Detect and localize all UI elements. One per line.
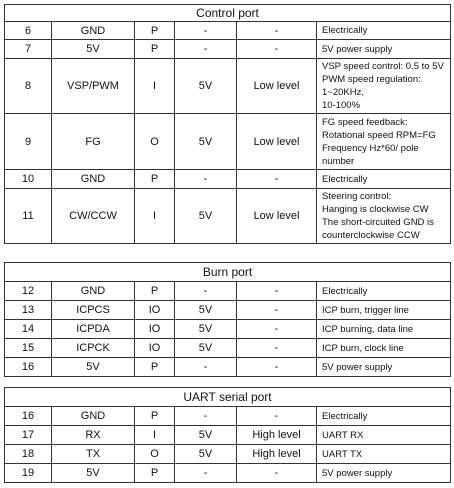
name-cell: FG	[52, 114, 135, 170]
uart-serial-port-table	[4, 387, 451, 483]
name-cell: TX	[52, 445, 135, 464]
description-line: FG speed feedback:	[322, 116, 408, 128]
table-row	[5, 40, 451, 59]
type-cell: P	[135, 407, 175, 426]
description-line: 10-100%	[322, 100, 361, 111]
table-row	[5, 320, 451, 339]
description-line: 5V power supply	[322, 467, 393, 479]
description-line: ICP burning, data line	[322, 323, 414, 335]
voltage-cell: 5V	[175, 339, 237, 358]
name-cell: GND	[52, 407, 135, 426]
type-cell: O	[135, 114, 175, 170]
pin-cell: 15	[5, 339, 52, 358]
voltage-cell: -	[175, 170, 237, 189]
description-line: Electrically	[322, 25, 368, 36]
pin-cell: 14	[5, 320, 52, 339]
description-cell	[317, 59, 451, 114]
description-line: Electrically	[322, 285, 368, 297]
level-cell: Low level	[237, 59, 317, 114]
description-line: UART RX	[322, 429, 364, 441]
description-line: Frequency Hz*60/ pole number	[322, 142, 419, 167]
level-cell: -	[237, 464, 317, 483]
name-cell: CW/CCW	[52, 189, 135, 244]
type-cell: I	[135, 426, 175, 445]
voltage-cell: 5V	[175, 114, 237, 170]
description-line: Steering control:	[322, 191, 392, 202]
description-cell	[317, 301, 451, 320]
description-line: 5V power supply	[322, 43, 393, 55]
burn-port-table	[4, 262, 451, 377]
level-cell: -	[237, 22, 317, 40]
description-cell	[317, 464, 451, 483]
voltage-cell: 5V	[175, 59, 237, 114]
description-cell	[317, 22, 451, 40]
description-line: 5V power supply	[322, 361, 393, 373]
pin-cell: 10	[5, 170, 52, 189]
description-line: Hanging is clockwise CW	[322, 204, 429, 215]
name-cell: ICPCS	[52, 301, 135, 320]
description-cell	[317, 114, 451, 170]
level-cell: -	[237, 40, 317, 59]
description-line: Electrically	[322, 410, 368, 422]
table-row	[5, 22, 451, 40]
name-cell: GND	[52, 170, 135, 189]
table-row	[5, 426, 451, 445]
table-row	[5, 59, 451, 114]
description-line: counterclockwise CCW	[322, 230, 420, 241]
voltage-cell: 5V	[175, 320, 237, 339]
type-cell: IO	[135, 301, 175, 320]
pin-cell: 12	[5, 282, 52, 301]
level-cell: Low level	[237, 114, 317, 170]
pin-cell: 17	[5, 426, 52, 445]
name-cell: 5V	[52, 40, 135, 59]
table-row	[5, 407, 451, 426]
level-cell: High level	[237, 426, 317, 445]
voltage-cell: 5V	[175, 189, 237, 244]
level-cell: -	[237, 407, 317, 426]
voltage-cell: -	[175, 22, 237, 40]
table-row	[5, 339, 451, 358]
description-cell	[317, 282, 451, 301]
description-line: PWM speed regulation: 1~20KHz,	[322, 74, 421, 98]
pin-cell: 19	[5, 464, 52, 483]
name-cell: RX	[52, 426, 135, 445]
level-cell: -	[237, 339, 317, 358]
voltage-cell: -	[175, 40, 237, 59]
table-row	[5, 358, 451, 377]
pin-cell: 16	[5, 358, 52, 377]
level-cell: -	[237, 358, 317, 377]
name-cell: GND	[52, 22, 135, 40]
control-port-table	[4, 4, 451, 244]
table-row	[5, 301, 451, 320]
description-cell	[317, 358, 451, 377]
pin-cell: 9	[5, 114, 52, 170]
description-line: Electrically	[322, 173, 368, 185]
voltage-cell: -	[175, 282, 237, 301]
description-cell	[317, 170, 451, 189]
name-cell: 5V	[52, 358, 135, 377]
voltage-cell: -	[175, 407, 237, 426]
pin-cell: 6	[5, 22, 52, 40]
name-cell: VSP/PWM	[52, 59, 135, 114]
pin-cell: 7	[5, 40, 52, 59]
description-cell	[317, 339, 451, 358]
type-cell: P	[135, 464, 175, 483]
name-cell: 5V	[52, 464, 135, 483]
type-cell: I	[135, 189, 175, 244]
description-cell	[317, 407, 451, 426]
description-line: ICP burn, clock line	[322, 342, 404, 354]
type-cell: P	[135, 358, 175, 377]
table-title: Burn port	[5, 263, 451, 282]
name-cell: GND	[52, 282, 135, 301]
type-cell: P	[135, 22, 175, 40]
type-cell: P	[135, 40, 175, 59]
table-row	[5, 114, 451, 170]
voltage-cell: 5V	[175, 301, 237, 320]
name-cell: ICPDA	[52, 320, 135, 339]
pin-cell: 8	[5, 59, 52, 114]
description-line: UART TX	[322, 448, 363, 460]
voltage-cell: -	[175, 358, 237, 377]
level-cell: High level	[237, 445, 317, 464]
description-line: Rotational speed RPM=FG	[322, 129, 436, 141]
description-cell	[317, 426, 451, 445]
description-cell	[317, 445, 451, 464]
type-cell: P	[135, 282, 175, 301]
voltage-cell: -	[175, 464, 237, 483]
voltage-cell: 5V	[175, 445, 237, 464]
level-cell: -	[237, 170, 317, 189]
description-line: The short-circuited GND is	[322, 217, 434, 228]
table-row	[5, 170, 451, 189]
pin-cell: 13	[5, 301, 52, 320]
name-cell: ICPCK	[52, 339, 135, 358]
type-cell: I	[135, 59, 175, 114]
table-title: UART serial port	[5, 388, 451, 407]
type-cell: IO	[135, 339, 175, 358]
level-cell: -	[237, 301, 317, 320]
description-cell	[317, 320, 451, 339]
table-row	[5, 464, 451, 483]
type-cell: O	[135, 445, 175, 464]
level-cell: -	[237, 282, 317, 301]
type-cell: IO	[135, 320, 175, 339]
type-cell: P	[135, 170, 175, 189]
level-cell: -	[237, 320, 317, 339]
table-row	[5, 189, 451, 244]
description-line: ICP burn, trigger line	[322, 304, 409, 316]
table-row	[5, 445, 451, 464]
pin-cell: 11	[5, 189, 52, 244]
description-cell	[317, 40, 451, 59]
table-row	[5, 282, 451, 301]
voltage-cell: 5V	[175, 426, 237, 445]
table-title: Control port	[5, 5, 451, 22]
pin-cell: 18	[5, 445, 52, 464]
description-line: VSP speed control: 0.5 to 5V	[322, 61, 444, 72]
description-cell	[317, 189, 451, 244]
level-cell: Low level	[237, 189, 317, 244]
pin-cell: 16	[5, 407, 52, 426]
